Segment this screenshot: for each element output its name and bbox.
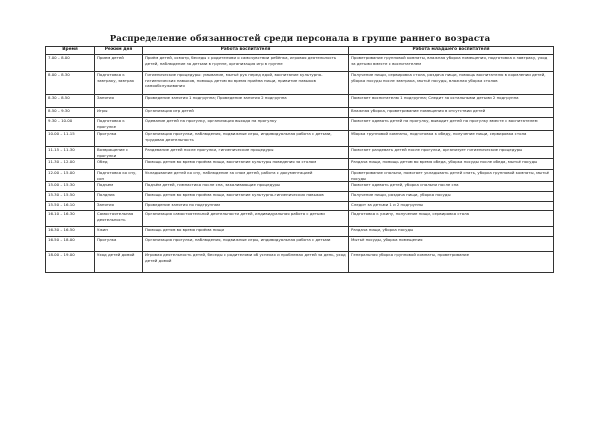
table-row	[46, 170, 554, 182]
cell-mode: Полдник	[95, 192, 143, 202]
cell-mode: Прогулка	[95, 131, 143, 147]
cell-time: 7.00 – 8.00	[46, 55, 95, 72]
cell-educator: Организация прогулки, наблюдения, подвижные игры, индивидуальная работа с детьми, трудовая деятельность	[143, 131, 349, 147]
table-row	[46, 252, 554, 273]
cell-time: 16.50 – 18.00	[46, 237, 95, 252]
cell-nanny: Получение пищи, раздача пищи, уборка посуды	[349, 192, 554, 202]
cell-mode: Подъем	[95, 182, 143, 192]
cell-time: 8.00 – 8.30	[46, 72, 95, 95]
cell-mode: Обед	[95, 159, 143, 170]
cell-educator: Гигиенические процедуры: умывание, мытьё рук перед едой, воспитание культурно-гигиенических навыков, помощь детям во время приёма пищи, привитие навыков самообслуживания	[143, 72, 349, 95]
table-row	[46, 95, 554, 108]
cell-educator: Организация прогулки, наблюдения, подвижные игры, индивидуальная работа с детьми	[143, 237, 349, 252]
header-nanny: Работа младшего воспитателя	[349, 47, 554, 55]
header-educator: Работа воспитателя	[143, 47, 349, 55]
cell-educator: Помощь детям во время приёма пищи	[143, 227, 349, 237]
cell-educator: Подъём детей, гимнастика после сна, закаливающие процедуры	[143, 182, 349, 192]
table-row	[46, 202, 554, 211]
table-row	[46, 211, 554, 227]
duties-table	[45, 46, 554, 273]
cell-mode: Самостоятельная деятельность	[95, 211, 143, 227]
cell-mode: Прогулка	[95, 237, 143, 252]
cell-mode: Возвращение с прогулки	[95, 147, 143, 159]
cell-nanny: Генеральная уборка групповой комнаты, проветривание	[349, 252, 554, 273]
cell-time: 16.10 – 16.30	[46, 211, 95, 227]
cell-educator: Раздевание детей после прогулки, гигиенические процедуры	[143, 147, 349, 159]
cell-mode: Прием детей	[95, 55, 143, 72]
table-header-row	[46, 47, 554, 55]
cell-nanny: Раздача пищи, помощь детям во время обеда, уборка посуды после обеда, мытьё посуды	[349, 159, 554, 170]
cell-time: 12.00 – 15.00	[46, 170, 95, 182]
cell-educator: Приём детей, осмотр, беседы с родителями о самочувствии ребёнка, игровая деятельность детей, наблюдение за детьми в группе, организация игр в группе	[143, 55, 349, 72]
page-title: Распределение обязанностей среди персонала в группе раннего возраста	[109, 34, 491, 44]
cell-mode: Игры	[95, 108, 143, 118]
cell-nanny: Следит за детьми 1 и 2 подгруппы	[349, 202, 554, 211]
cell-educator: Одевание детей на прогулку, организация выхода на прогулку	[143, 118, 349, 131]
table-row	[46, 182, 554, 192]
table-row	[46, 237, 554, 252]
cell-nanny: Подготовка к ужину, получение пищи, сервировка стола	[349, 211, 554, 227]
cell-mode: Подготовка к прогулке	[95, 118, 143, 131]
cell-time: 10.00 – 11.15	[46, 131, 95, 147]
header-time: Время	[46, 47, 95, 55]
cell-nanny: Проветривание групповой комнаты, влажная уборка помещения, подготовка к завтраку, уход за детьми вместе с воспитателем	[349, 55, 554, 72]
table-row	[46, 55, 554, 72]
cell-time: 9.30 – 10.00	[46, 118, 95, 131]
cell-time: 16.30 – 16.50	[46, 227, 95, 237]
cell-nanny: Раздача пищи, уборка посуды	[349, 227, 554, 237]
cell-mode: Подготовка ко сну, сон	[95, 170, 143, 182]
cell-mode: Ужин	[95, 227, 143, 237]
cell-nanny: Уборка групповой комнаты, подготовка к обеду, получение пищи, сервировка стола	[349, 131, 554, 147]
cell-nanny: Получение пищи, сервировка стола, раздача пищи, помощь воспитателю в кормлении детей, уборка посуды после завтрака, мытьё посуды, влажная уборка столов	[349, 72, 554, 95]
cell-time: 11.30 – 12.00	[46, 159, 95, 170]
table-row	[46, 192, 554, 202]
cell-nanny: Помогает раздевать детей после прогулки, организует гигиенические процедуры	[349, 147, 554, 159]
cell-educator: Организация самостоятельной деятельности детей, индивидуальная работа с детьми	[143, 211, 349, 227]
cell-educator: Проведение занятия 1 подгруппа; Проведение занятия 2 подгруппа	[143, 95, 349, 108]
table-row	[46, 108, 554, 118]
cell-nanny: Влажная уборка, проветривание помещения в отсутствии детей	[349, 108, 554, 118]
table-row	[46, 72, 554, 95]
cell-educator: Организация игр детей	[143, 108, 349, 118]
cell-time: 11.15 – 11.30	[46, 147, 95, 159]
cell-nanny: Проветривание спальни, помогает укладывать детей спать, уборка групповой комнаты, мытьё посуды	[349, 170, 554, 182]
table-row	[46, 227, 554, 237]
cell-time: 18.00 – 19.00	[46, 252, 95, 273]
table-row	[46, 147, 554, 159]
cell-nanny: Помогает одевать детей, уборка спальни после сна	[349, 182, 554, 192]
cell-educator: Укладывание детей ко сну, наблюдение за сном детей, работа с документацией	[143, 170, 349, 182]
cell-nanny: Помогает одевать детей на прогулку, выводит детей на прогулку вместе с воспитателем	[349, 118, 554, 131]
cell-nanny: Помогает воспитателю 1 подгруппа; Следит за остальными детьми 2 подгруппа	[349, 95, 554, 108]
table-row	[46, 159, 554, 170]
cell-time: 15.00 – 15.30	[46, 182, 95, 192]
cell-mode: Занятия	[95, 202, 143, 211]
cell-mode: Занятия	[95, 95, 143, 108]
cell-educator: Помощь детям во время приёма пищи, воспитание культуры поведения за столом	[143, 159, 349, 170]
cell-educator: Помощь детям во время приёма пищи, воспитание культурно-гигиенических навыков	[143, 192, 349, 202]
cell-mode: Подготовка к завтраку, завтрак	[95, 72, 143, 95]
cell-time: 8.30 – 8.50	[46, 95, 95, 108]
table-row	[46, 118, 554, 131]
cell-educator: Проведение занятия по подгруппам	[143, 202, 349, 211]
cell-nanny: Мытьё посуды, уборка помещения	[349, 237, 554, 252]
cell-time: 8.50 – 9.30	[46, 108, 95, 118]
table-row	[46, 131, 554, 147]
header-mode: Режим дня	[95, 47, 143, 55]
cell-time: 15.30 – 15.50	[46, 192, 95, 202]
cell-educator: Игровая деятельность детей, беседы с родителями об успехах и проблемах детей за день, уход детей домой	[143, 252, 349, 273]
cell-mode: Уход детей домой	[95, 252, 143, 273]
cell-time: 15.50 – 16.10	[46, 202, 95, 211]
